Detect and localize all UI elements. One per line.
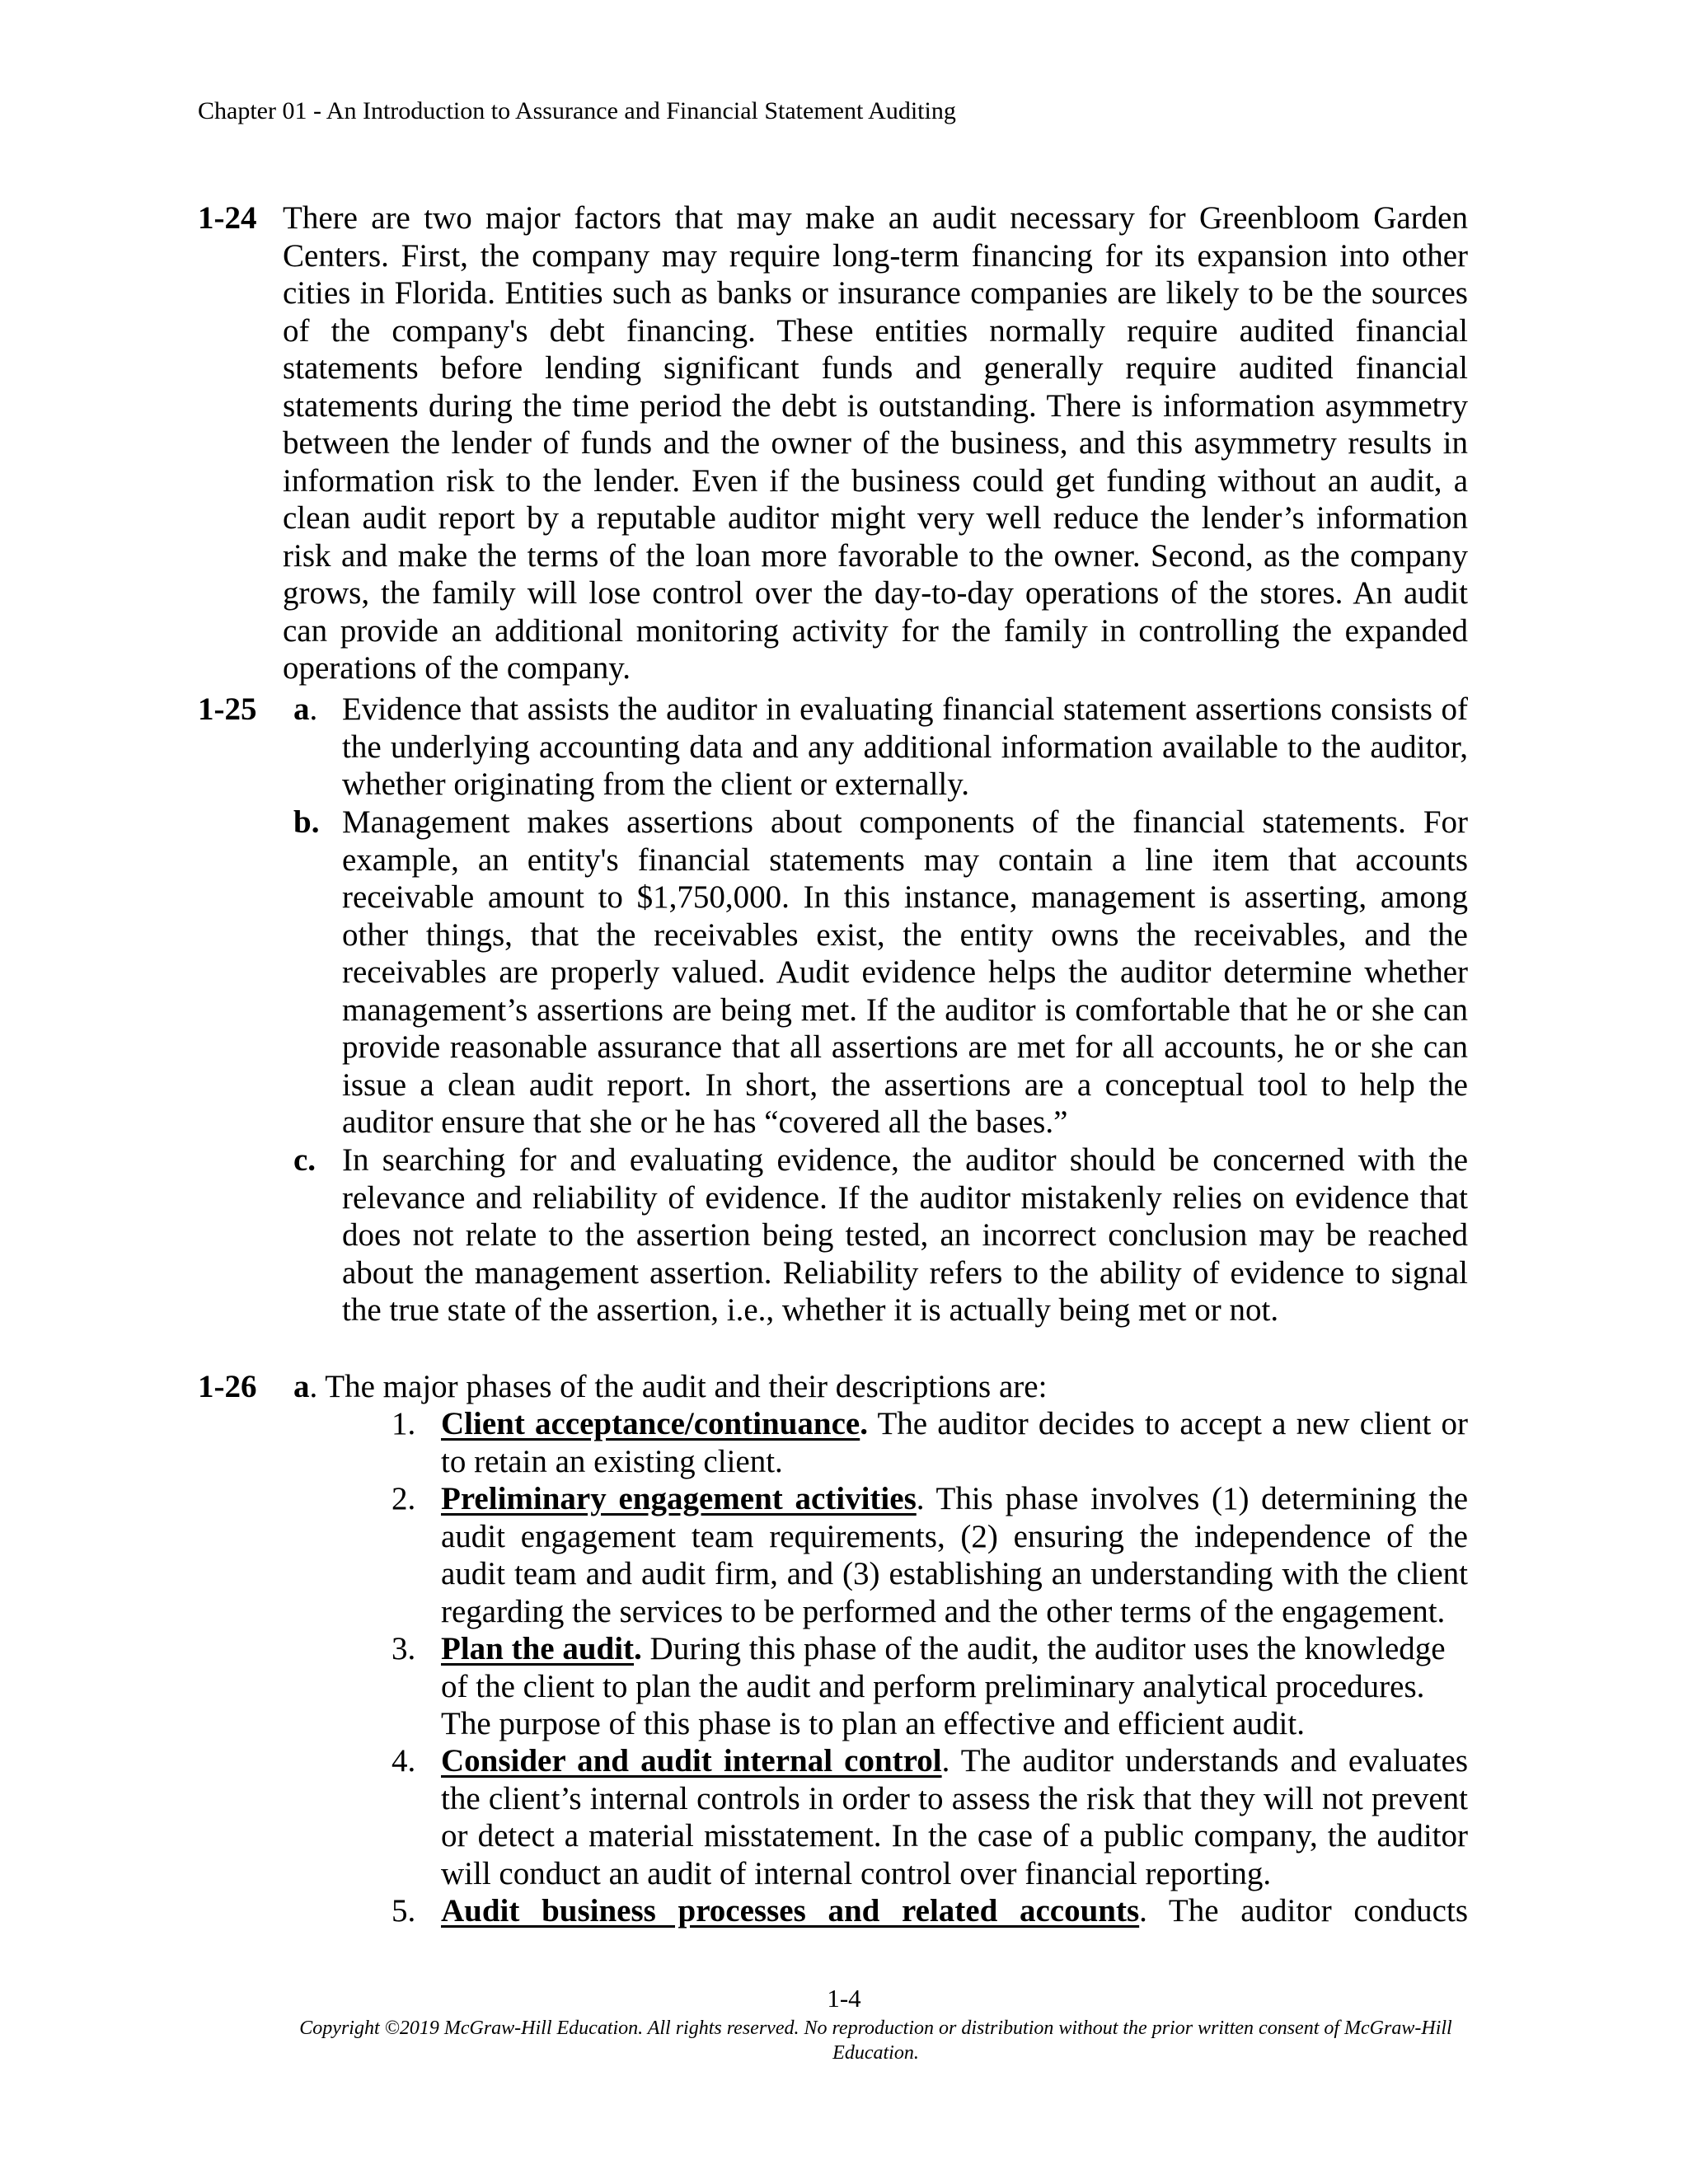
phase-5: Audit business processes and related accounts. The auditor conducts [441, 1893, 1469, 1929]
phase-term: Preliminary engagement activities [441, 1481, 917, 1516]
copyright-notice: Copyright ©2019 McGraw-Hill Education. All rights reserved. No reproduction or distribution without the prior written consent of McGraw-Hill Education. [299, 2018, 1452, 2064]
phase-number-2: 2. [392, 1481, 416, 1516]
part-letter-a: a. [293, 691, 318, 727]
phase-number-1: 1. [392, 1406, 416, 1441]
answer-1-26-a-intro: a. The major phases of the audit and their descriptions are: [293, 1369, 1048, 1404]
phase-4: Consider and audit internal control. The auditor understands and evaluates the client’s internal controls in order to assess the risk that they will not prevent or detect a material misstatement. In the case of a public company, the auditor will conduct an audit of internal control over financial reporting. [441, 1743, 1468, 1891]
phase-number-5: 5. [392, 1893, 416, 1929]
page-number: 1-4 [827, 1984, 861, 2013]
page-header: Chapter 01 - An Introduction to Assurance and Financial Statement Auditing [198, 97, 956, 124]
phase-3: Plan the audit. During this phase of the audit, the auditor uses the knowledge of the client to plan the audit and perform preliminary analytical procedures. The purpose of this phase is to plan an effective and efficient audit. [441, 1631, 1446, 1741]
phase-number-3: 3. [392, 1631, 416, 1666]
phase-term: Client acceptance/continuance [441, 1406, 860, 1441]
phase-number-4: 4. [392, 1743, 416, 1779]
phase-term: Plan the audit [441, 1631, 635, 1666]
question-number-1-26: 1-26 [198, 1369, 257, 1404]
answer-1-25-b: Management makes assertions about components of the financial statements. For example, an entity's financial statements may contain a line item that accounts receivable amount to $1,750,000. In this instance, management is asserting, among other things, that the receivables exist, the entity owns the receivables, and the receivables are properly valued. Audit evidence helps the auditor determine whether management’s assertions are being met. If the auditor is comfortable that he or she can provide reasonable assurance that all assertions are met for all accounts, he or she can issue a clean audit report. In short, the assertions are a conceptual tool to help the auditor ensure that she or he has “covered all the bases.” [342, 804, 1468, 1140]
answer-1-25-a: Evidence that assists the auditor in evaluating financial statement assertions consists of the underlying accounting data and any additional information available to the auditor, whether originating from the client or externally. [342, 691, 1468, 802]
phase-1: Client acceptance/continuance. The auditor decides to accept a new client or to retain an existing client. [441, 1406, 1468, 1479]
part-letter-b: b. [293, 804, 320, 840]
phase-term: Audit business processes and related accounts [441, 1893, 1140, 1929]
part-letter-c: c. [293, 1142, 316, 1178]
answer-1-25-c: In searching for and evaluating evidence, the auditor should be concerned with the relevance and reliability of evidence. If the auditor mistakenly relies on evidence that does not relate to the assertion being tested, an incorrect conclusion may be reached about the management assertion. Reliability refers to the ability of evidence to signal the true state of the assertion, i.e., whether it is actually being met or not. [342, 1142, 1468, 1328]
question-number-1-25: 1-25 [198, 691, 257, 727]
phase-term: Consider and audit internal control [441, 1743, 942, 1779]
phase-2: Preliminary engagement activities. This phase involves (1) determining the audit engagement team requirements, (2) ensuring the independence of the audit team and audit firm, and (3) establishing an understanding with the client regarding the services to be performed and the other terms of the engagement. [441, 1481, 1469, 1629]
answer-1-24: There are two major factors that may make an audit necessary for Greenbloom Garden Centers. First, the company may require long-term financing for its expansion into other cities in Florida. Entities such as banks or insurance companies are likely to be the sources of the company's debt financing. These entities normally require audited financial statements before lending significant funds and generally require audited financial statements during the time period the debt is outstanding. There is information asymmetry between the lender of funds and the owner of the business, and this asymmetry results in information risk to the lender. Even if the business could get funding without an audit, a clean audit report by a reputable auditor might very well reduce the lender’s information risk and make the terms of the loan more favorable to the owner. Second, as the company grows, the family will lose control over the day-to-day operations of the stores. An audit can provide an additional monitoring activity for the family in controlling the expanded operations of the company. [283, 200, 1468, 686]
question-number-1-24: 1-24 [198, 200, 257, 236]
